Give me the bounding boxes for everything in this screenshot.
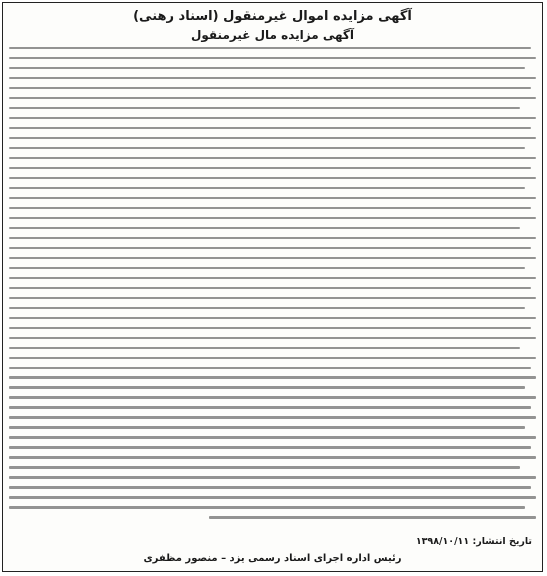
notice-title: آگهی مزایده اموال غیرمنقول (اسناد رهنی) xyxy=(133,9,412,24)
notice-body-text-illegible xyxy=(9,47,536,533)
signature-line: رئیس اداره اجرای اسناد رسمی یزد – منصور مظفری xyxy=(143,553,402,564)
notice-subtitle: آگهی مزایده مال غیرمنقول xyxy=(190,28,355,42)
publication-date: تاریخ انتشار: ۱۳۹۸/۱۰/۱۱ xyxy=(415,536,532,547)
auction-notice xyxy=(2,2,543,572)
